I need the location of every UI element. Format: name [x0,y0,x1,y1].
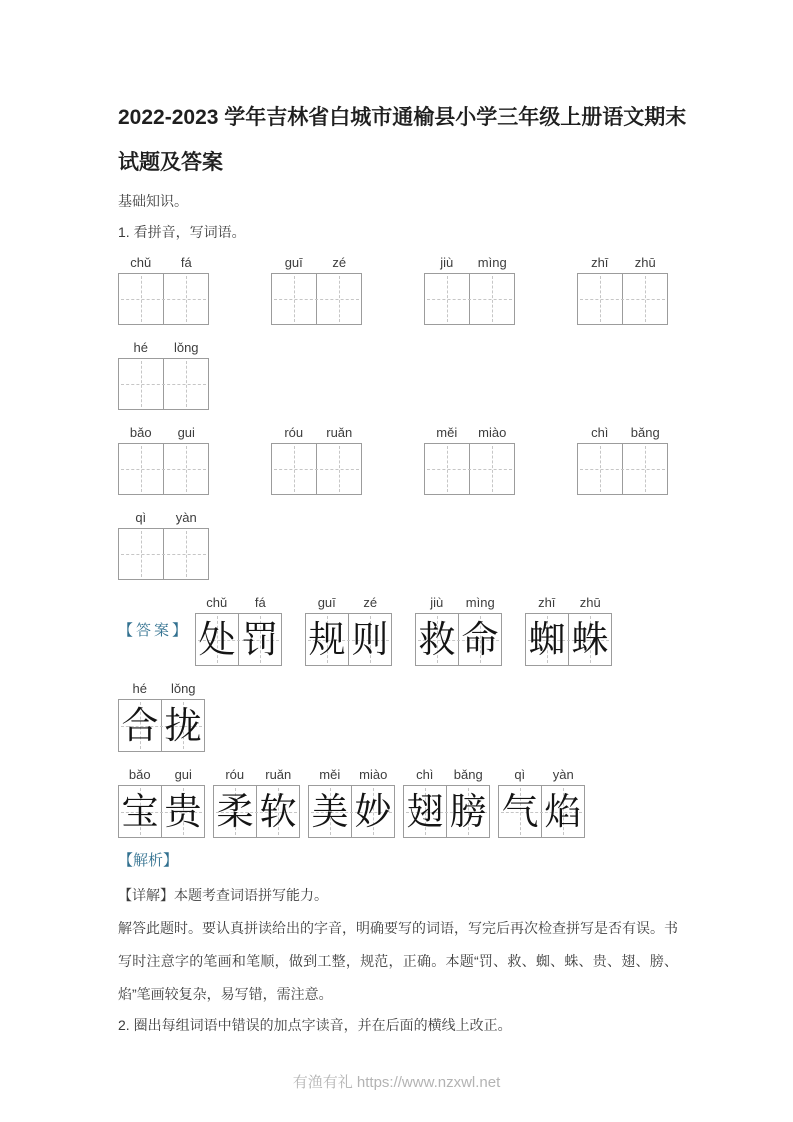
answer-character-cell [446,786,489,837]
box-center-dash-horizontal [121,299,206,300]
answer-character: 蜘 [528,618,566,661]
pinyin-labels [271,255,362,271]
answer-grid-row [118,767,678,838]
answer-character-cell [541,786,584,837]
pinyin-syllable: lǒng [173,340,199,355]
pinyin-labels [424,425,515,441]
analysis-label: 【解析】 [118,852,179,869]
answer-character-cell [499,786,541,837]
answer-character: 宝 [121,790,159,833]
pinyin-labels [525,595,612,611]
pinyin-syllable: miào [359,767,388,782]
question-grid [118,255,678,580]
pinyin-syllable: guī [317,595,336,610]
pinyin-labels [118,767,205,783]
answer-box [403,785,490,838]
answer-character: 罚 [241,618,279,661]
pinyin-labels [403,767,490,783]
pinyin-syllable: zhī [538,595,556,610]
pinyin-syllable: yàn [175,510,197,525]
answer-character: 焰 [544,790,582,833]
pinyin-syllable: qì [135,510,147,525]
answer-character-cell [238,614,281,665]
answer-character: 软 [259,790,297,833]
box-center-dash-horizontal [274,299,359,300]
answer-character: 妙 [354,790,392,833]
pinyin-labels [118,255,209,271]
writing-grid-row [118,340,678,410]
answer-character: 柔 [216,790,254,833]
answer-character-cell [568,614,611,665]
pinyin-labels [577,425,668,441]
answer-block [118,595,678,666]
pinyin-syllable: hé [133,340,148,355]
answer-box [195,613,282,666]
pinyin-labels [118,425,209,441]
pinyin-syllable: zhū [579,595,601,610]
answer-character-cell [351,786,394,837]
pinyin-syllable: róu [284,425,304,440]
answer-character-cell [306,614,348,665]
answer-row-first [195,595,612,666]
pinyin-labels [415,595,502,611]
pinyin-syllable: zhū [634,255,656,270]
pinyin-syllable: qì [514,767,526,782]
answer-box [118,785,205,838]
answer-word-group [305,595,392,666]
pinyin-syllable: měi [436,425,458,440]
answer-box [525,613,612,666]
answer-character: 气 [501,790,539,833]
writing-grid-row [118,510,678,580]
box-center-dash-horizontal [580,469,665,470]
answer-character-cell [256,786,299,837]
answer-character-cell [458,614,501,665]
answer-character-cell [161,700,204,751]
pinyin-labels [308,767,395,783]
footer-watermark: 有渔有礼 https://www.nzxwl.net [292,1074,501,1091]
answer-grid-row [118,681,678,752]
pinyin-syllable: zé [363,595,378,610]
pinyin-syllable: lǒng [170,681,196,696]
box-center-dash-horizontal [427,299,512,300]
pinyin-labels [577,255,668,271]
pinyin-syllable: yàn [552,767,574,782]
pinyin-syllable: zé [332,255,347,270]
box-center-dash-horizontal [427,469,512,470]
answer-label: 【答案】 [118,622,191,639]
section-heading: 基础知识。 [118,193,188,209]
pinyin-syllable: róu [225,767,245,782]
answer-character: 处 [198,618,236,661]
pinyin-labels [498,767,585,783]
writing-box [424,273,515,325]
writing-box [271,443,362,495]
pinyin-syllable: ruǎn [326,425,353,440]
pinyin-word-group [118,425,209,495]
pinyin-labels [118,340,209,356]
pinyin-word-group [424,255,515,325]
box-center-dash-horizontal [274,469,359,470]
answer-character: 则 [351,618,389,661]
answer-grid-row [195,595,612,666]
writing-box [118,443,209,495]
pinyin-syllable: fá [180,255,192,270]
writing-box [118,358,209,410]
answer-box [308,785,395,838]
pinyin-syllable: mìng [477,255,507,270]
answer-word-group [403,767,490,838]
pinyin-labels [424,255,515,271]
pinyin-syllable: chì [416,767,434,782]
pinyin-word-group [118,340,209,410]
answer-character: 命 [461,618,499,661]
pinyin-syllable: ruǎn [265,767,292,782]
answer-box [415,613,502,666]
question-1-label: 1. 看拼音，写词语。 [118,224,246,240]
pinyin-labels [213,767,300,783]
writing-box [118,273,209,325]
answer-word-group [525,595,612,666]
pinyin-labels [195,595,282,611]
pinyin-syllable: mìng [465,595,495,610]
box-center-dash-horizontal [121,384,206,385]
answer-word-group [213,767,300,838]
question-2-label: 2. 圈出每组词语中错误的加点字读音，并在后面的横线上改正。 [118,1017,512,1033]
pinyin-syllable: chǔ [130,255,152,270]
pinyin-syllable: gui [174,767,192,782]
pinyin-syllable: guī [284,255,303,270]
box-center-dash-horizontal [121,554,206,555]
box-center-dash-horizontal [580,299,665,300]
answer-word-group [195,595,282,666]
answer-character-cell [119,700,161,751]
answer-character-cell [404,786,446,837]
answer-character-cell [214,786,256,837]
answer-character: 规 [308,618,346,661]
answer-character: 美 [311,790,349,833]
writing-box [424,443,515,495]
answer-character-cell [348,614,391,665]
writing-grid-row [118,255,678,325]
answer-character: 合 [121,704,159,747]
writing-grid-row [118,425,678,495]
pinyin-syllable: gui [177,425,195,440]
answer-box [498,785,585,838]
pinyin-syllable: měi [319,767,341,782]
answer-box [118,699,205,752]
answer-character: 翅 [406,790,444,833]
analysis-detail-heading: 【详解】本题考查词语拼写能力。 [118,887,328,903]
answer-box [305,613,392,666]
pinyin-syllable: bǎng [630,425,660,440]
writing-box [577,443,668,495]
writing-box [118,528,209,580]
answer-word-group [308,767,395,838]
answer-word-group [415,595,502,666]
answer-word-group [118,767,205,838]
document-content [118,0,687,1036]
answer-character-cell [119,786,161,837]
pinyin-word-group [271,425,362,495]
page-title: 2022-2023 学年吉林省白城市通榆县小学三年级上册语文期末试题及答案 [118,106,687,174]
pinyin-word-group [577,255,668,325]
pinyin-syllable: chǔ [206,595,228,610]
answer-character-cell [196,614,238,665]
pinyin-syllable: fá [254,595,266,610]
pinyin-word-group [577,425,668,495]
pinyin-syllable: jiù [430,595,444,610]
pinyin-labels [118,681,205,697]
writing-box [271,273,362,325]
answer-character-cell [161,786,204,837]
pinyin-word-group [271,255,362,325]
answer-character: 膀 [449,790,487,833]
pinyin-word-group [424,425,515,495]
analysis-paragraph: 解答此题时。要认真拼读给出的字音，明确要写的词语，写完后再次检查拼写是否有误。书写时注意字的笔画和笔顺，做到工整，规范，正确。本题“罚、救、蜘、蛛、贵、翅、膀、焰”笔画较复杂，易写错，需注意。 [118,920,678,1002]
answer-character: 蛛 [571,618,609,661]
writing-box [577,273,668,325]
pinyin-syllable: chì [591,425,609,440]
answer-word-group [118,681,205,752]
answer-rows-rest [118,681,678,838]
answer-character: 贵 [164,790,202,833]
pinyin-word-group [118,255,209,325]
pinyin-syllable: bǎo [129,425,152,440]
pinyin-syllable: jiù [440,255,454,270]
pinyin-word-group [118,510,209,580]
pinyin-syllable: bǎng [453,767,483,782]
pinyin-syllable: miào [478,425,507,440]
pinyin-labels [305,595,392,611]
pinyin-syllable: hé [132,681,147,696]
pinyin-labels [118,510,209,526]
pinyin-syllable: zhī [591,255,609,270]
box-center-dash-horizontal [121,469,206,470]
answer-character-cell [309,786,351,837]
pinyin-syllable: bǎo [128,767,151,782]
answer-word-group [498,767,585,838]
answer-character-cell [526,614,568,665]
answer-character: 拢 [164,704,202,747]
pinyin-labels [271,425,362,441]
answer-character: 救 [418,618,456,661]
answer-character-cell [416,614,458,665]
answer-box [213,785,300,838]
